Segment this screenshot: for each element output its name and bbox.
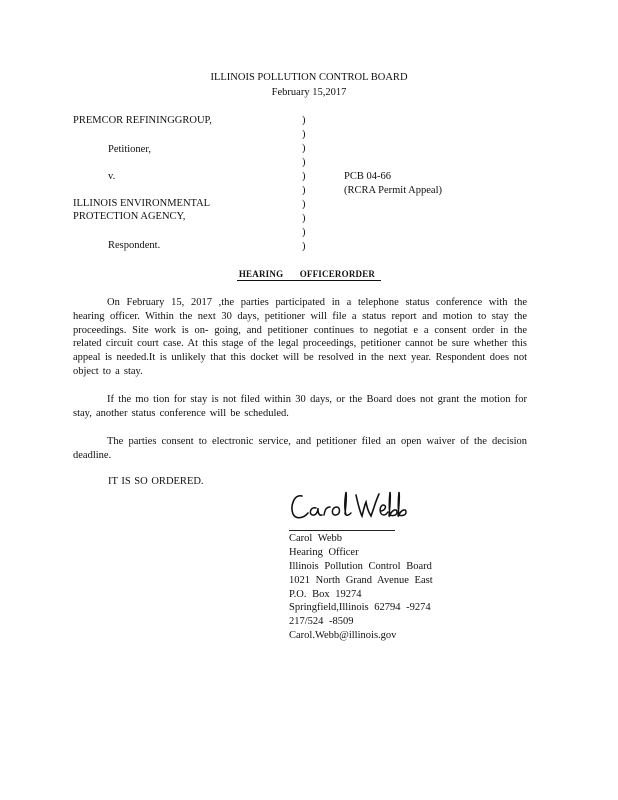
caption-paren: ) [302,157,306,168]
handwritten-signature [288,486,414,526]
signer-name: Carol Webb [289,533,342,544]
respondent-name-line1: ILLINOIS ENVIRONMENTAL [73,198,211,209]
signer-street-address: 1021 North Grand Avenue East [289,575,433,586]
board-name: ILLINOIS POLLUTION CONTROL BOARD [210,72,408,83]
signer-phone: 217/524 -8509 [289,616,354,627]
closing-statement: IT IS SO ORDERED. [108,476,204,487]
paragraph-text: If the mo tion for stay is not filed within 30 days, or the Board does not grant the motion for stay, another status conference will be scheduled. [73,394,527,419]
respondent-name-line2: PROTECTION AGENCY, [73,211,186,222]
caption-paren: ) [302,241,306,252]
paragraph-text: The parties consent to electronic service, and petitioner filed an open waiver of the decision deadline. [73,436,527,461]
paragraph-electronic-service [73,435,527,463]
signer-city-state-zip: Springfield,Illinois 62794 -9274 [289,602,431,613]
signer-email: Carol.Webb@illinois.gov [289,630,397,641]
signer-po-box: P.O. Box 19274 [289,589,362,600]
order-title [0,270,618,279]
paragraph-status-conference [73,296,527,379]
signature-line [289,530,395,531]
order-title-text: HEARING OFFICERORDER [237,269,381,281]
case-number: PCB 04-66 [344,171,391,182]
caption-paren: ) [302,227,306,238]
caption-paren: ) [302,143,306,154]
caption-paren: ) [302,171,306,182]
caption-paren: ) [302,199,306,210]
caption-paren: ) [302,129,306,140]
petitioner-name: PREMCOR REFININGGROUP, [73,115,212,126]
signer-title: Hearing Officer [289,547,359,558]
versus-label: v. [108,171,116,182]
case-type: (RCRA Permit Appeal) [344,185,442,196]
signer-organization: Illinois Pollution Control Board [289,561,432,572]
respondent-role: Respondent. [108,240,161,251]
caption-paren: ) [302,213,306,224]
paragraph-text: On February 15, 2017 ,the parties participated in a telephone status conference with the hearing officer. Within the next 30 days, petitioner will file a status report and motion to stay the proceedings. Site work is on- going, and petitioner continues to negotiat e a consent order in the related circuit court case. At this stage of the legal proceedings, petitioner cannot be sure whether this appeal is needed.It is unlikely that this docket will be resolved in the next year. Respondent does not object to a stay. [73,297,527,377]
petitioner-role: Petitioner, [108,144,152,155]
paragraph-motion-to-stay [73,393,527,421]
caption-paren: ) [302,185,306,196]
order-date: February 15,2017 [271,87,347,98]
caption-paren: ) [302,115,306,126]
